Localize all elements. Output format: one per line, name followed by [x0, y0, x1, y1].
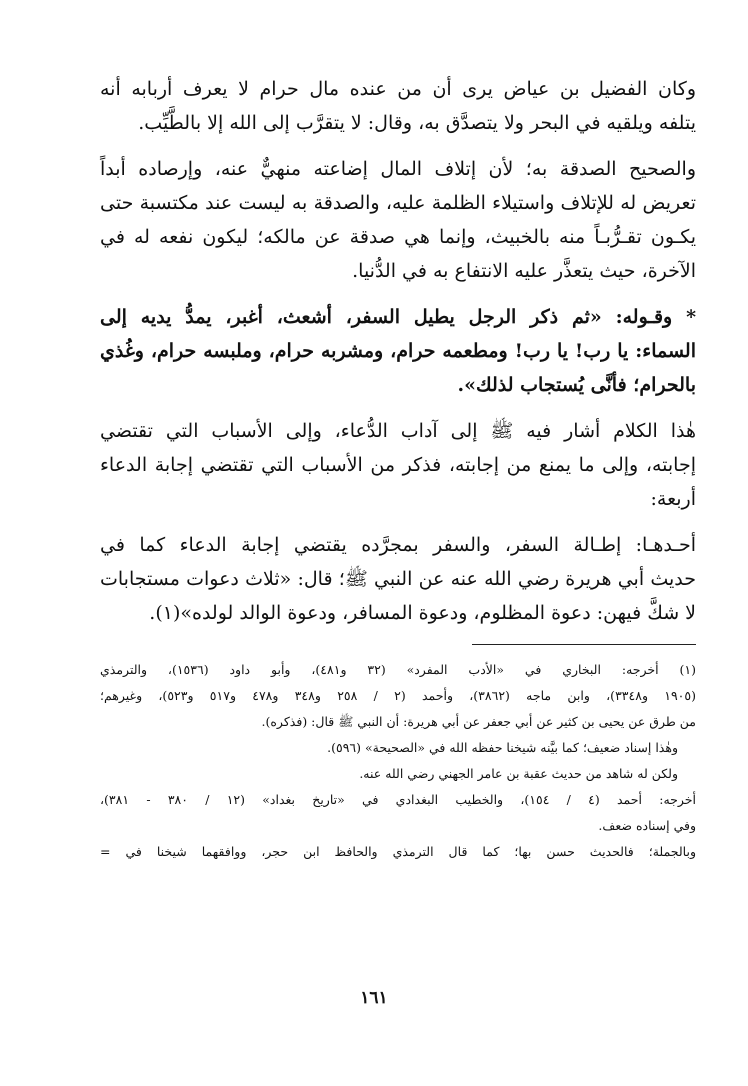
- footnote-line: وبالجملة؛ فالحديث حسن بها؛ كما قال الترمذي والحافظ ابن حجر، ووافقهما شيخنا في =: [100, 844, 696, 859]
- text-line: أحـدهـا: إطـالة السفر، والسفر بمجرَّده يقتضي إجابة الدعاء كما في: [100, 534, 696, 556]
- paragraph-4: [100, 414, 696, 516]
- text-line: الآخرة، حيث يتعذَّر عليه الانتفاع به في الدُّنيا.: [352, 260, 696, 282]
- footnote-divider: [472, 644, 696, 645]
- footnote-line: ولكن له شاهد من حديث عقبة بن عامر الجهني رضي الله عنه.: [359, 766, 678, 781]
- paragraph-5: [100, 528, 696, 630]
- text-line: يتلفه ويلقيه في البحر ولا يتصدَّق به، وقال: لا يتقرَّب إلى الله إلا بالطَّيِّب.: [138, 112, 696, 134]
- paragraph-1: [100, 72, 696, 140]
- text-line: * وقـوله: «ثم ذكر الرجل يطيل السفر، أشعث، أغبر، يمدُّ يديه إلى: [100, 306, 696, 328]
- text-line: أربعة:: [650, 488, 696, 510]
- text-line: يكـون تقـرُّبـاً منه بالخبيث، وإنما هي صدقة عن مالكه؛ ليكون نفعه له في: [100, 226, 696, 248]
- footnote-line: (١٩٠٥ و٣٣٤٨)، وابن ماجه (٣٨٦٢)، وأحمد (٢ / ٢٥٨ و٣٤٨ و٤٧٨ و٥١٧ و٥٢٣)، وغيرهم؛: [100, 688, 696, 703]
- footnote-line: (١) أخرجه: البخاري في «الأدب المفرد» (٣٢ و٤٨١)، وأبو داود (١٥٣٦)، والترمذي: [100, 662, 696, 677]
- paragraph-2: [100, 152, 696, 288]
- text-line: السماء: يا رب! يا رب! ومطعمه حرام، ومشربه حرام، وملبسه حرام، وغُذي: [100, 340, 696, 362]
- footnote-line: من طرق عن يحيى بن كثير عن أبي جعفر عن أبي هريرة: أن النبي ﷺ قال: (فذكره).: [261, 714, 696, 729]
- footnote-line: وهٰذا إسناد ضعيف؛ كما بيَّنه شيخنا حفظه الله في «الصحيحة» (٥٩٦).: [327, 740, 678, 755]
- text-line: وكان الفضيل بن عياض يرى أن من عنده مال حرام لا يعرف أربابه أنه: [100, 78, 696, 100]
- page-number: ١٦١: [360, 988, 388, 1008]
- text-line: والصحيح الصدقة به؛ لأن إتلاف المال إضاعته منهيٌّ عنه، وإرصاده أبداً: [100, 158, 696, 180]
- text-line: بالحرام؛ فأنَّى يُستجاب لذلك».: [457, 374, 696, 396]
- footnote-line: أخرجه: أحمد (٤ / ١٥٤)، والخطيب البغدادي في «تاريخ بغداد» (١٢ / ٣٨٠ - ٣٨١)،: [100, 792, 696, 807]
- hadith-quote-paragraph: [100, 300, 696, 402]
- text-line: لا شكَّ فيهن: دعوة المظلوم، ودعوة المسافر، ودعوة الوالد لولده»(١).: [149, 602, 696, 624]
- footnotes: [100, 657, 696, 865]
- footnote-line: وفي إسناده ضعف.: [598, 818, 696, 833]
- text-line: هٰذا الكلام أشار فيه ﷺ إلى آداب الدُّعاء، وإلى الأسباب التي تقتضي: [100, 420, 696, 442]
- text-line: تعريض له للإتلاف واستيلاء الظلمة عليه، والصدقة به ليست عند مكتسبة حتى: [100, 192, 696, 214]
- text-line: حديث أبي هريرة رضي الله عنه عن النبي ﷺ؛ قال: «ثلاث دعوات مستجابات: [100, 568, 696, 590]
- text-line: إجابته، وإلى ما يمنع من إجابته، فذكر من الأسباب التي تقتضي إجابة الدعاء: [100, 454, 696, 476]
- page-body: [100, 72, 696, 865]
